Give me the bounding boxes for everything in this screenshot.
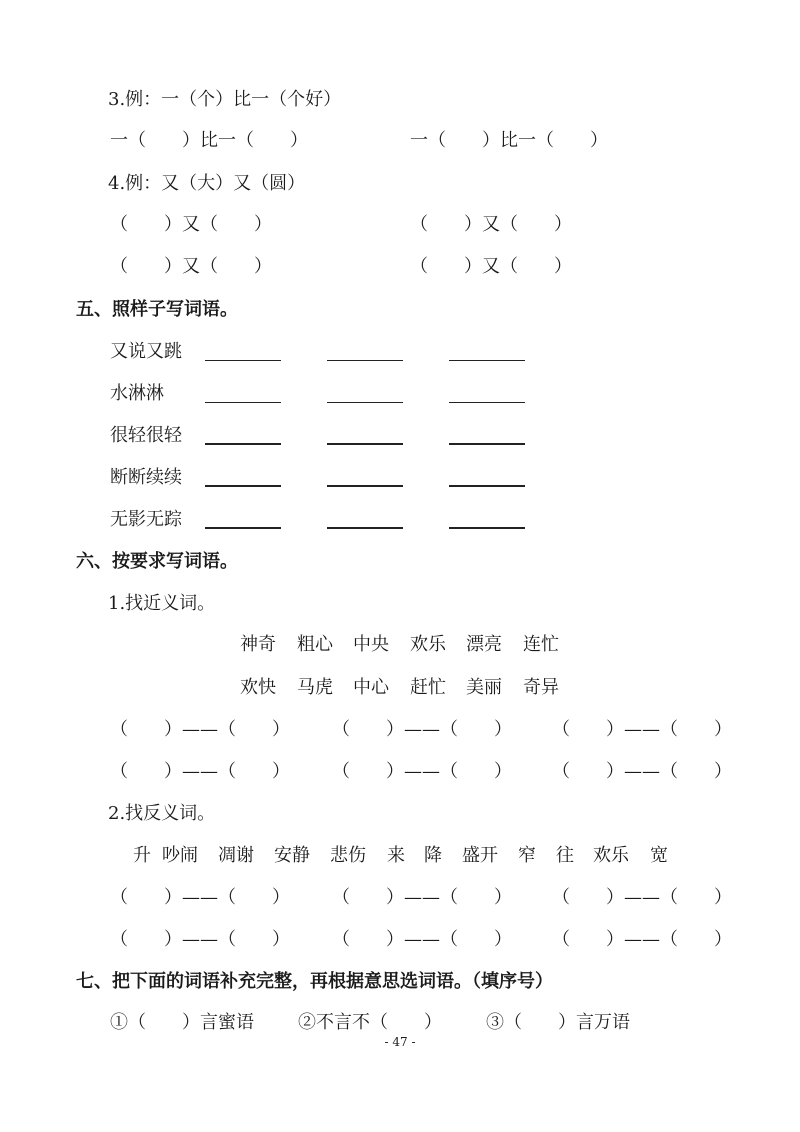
synonym-word: 连忙 (523, 634, 559, 655)
ex4-blank-1-1[interactable]: （ ）又（ ） (110, 214, 272, 235)
ex3-label: 3.例：一（个）比一（个好） (108, 89, 342, 110)
synonym-pair[interactable]: （ ）——（ ） (332, 719, 512, 740)
page-number: - 47 - (384, 1035, 416, 1049)
synonym-label: 1.找近义词。 (108, 593, 216, 614)
antonym-word: 降 (424, 845, 442, 866)
section5-title: 五、照样子写词语。 (76, 299, 238, 320)
synonym-word: 欢乐 (410, 634, 446, 655)
ex4-label: 4.例：又（大）又（圆） (108, 173, 306, 194)
answer-line[interactable] (327, 402, 403, 403)
antonym-label: 2.找反义词。 (108, 803, 216, 824)
ex4-blank-2-1[interactable]: （ ）又（ ） (110, 256, 272, 277)
antonym-word: 悲伤 (330, 845, 366, 866)
section5-word-2: 水淋淋 (110, 383, 164, 404)
section5-word-4: 断断续续 (110, 467, 182, 488)
section7-title: 七、把下面的词语补充完整，再根据意思选词语。（填序号） (76, 971, 553, 992)
synonym-word: 美丽 (466, 677, 502, 698)
synonym-word: 欢快 (240, 677, 276, 698)
synonym-word: 神奇 (240, 634, 276, 655)
antonym-pair[interactable]: （ ）——（ ） (332, 887, 512, 908)
antonym-pair[interactable]: （ ）——（ ） (110, 887, 290, 908)
antonym-word: 窄 (518, 845, 536, 866)
idiom-item-2[interactable]: ②不言不（ ） (298, 1012, 442, 1033)
synonym-pair[interactable]: （ ）——（ ） (552, 719, 732, 740)
synonym-pair[interactable]: （ ）——（ ） (110, 761, 290, 782)
synonym-word: 赶忙 (410, 677, 446, 698)
synonym-word: 漂亮 (466, 634, 502, 655)
idiom-item-1[interactable]: ①（ ）言蜜语 (110, 1012, 254, 1033)
ex4-blank-1-2[interactable]: （ ）又（ ） (410, 214, 572, 235)
section5-word-1: 又说又跳 (110, 341, 182, 362)
answer-line[interactable] (327, 527, 403, 529)
antonym-pair[interactable]: （ ）——（ ） (110, 929, 290, 950)
synonym-pair[interactable]: （ ）——（ ） (332, 761, 512, 782)
answer-line[interactable] (449, 443, 525, 445)
antonym-word: 安静 (274, 845, 310, 866)
answer-line[interactable] (205, 360, 281, 361)
answer-line[interactable] (327, 443, 403, 445)
antonym-word: 凋谢 (218, 845, 254, 866)
answer-line[interactable] (449, 485, 525, 487)
antonym-word: 往 (556, 845, 574, 866)
synonym-pair[interactable]: （ ）——（ ） (110, 719, 290, 740)
section6-title: 六、按要求写词语。 (76, 551, 238, 572)
antonym-pair[interactable]: （ ）——（ ） (552, 887, 732, 908)
ex3-blank-2[interactable]: 一（ ）比一（ ） (410, 130, 608, 151)
synonym-word: 马虎 (297, 677, 333, 698)
section5-word-3: 很轻很轻 (110, 425, 182, 446)
answer-line[interactable] (449, 360, 525, 361)
synonym-pair[interactable]: （ ）——（ ） (552, 761, 732, 782)
synonym-word: 奇异 (523, 677, 559, 698)
antonym-word: 宽 (650, 845, 668, 866)
answer-line[interactable] (205, 402, 281, 403)
antonym-pair[interactable]: （ ）——（ ） (552, 929, 732, 950)
antonym-word: 盛开 (462, 845, 498, 866)
answer-line[interactable] (449, 402, 525, 403)
answer-line[interactable] (327, 360, 403, 361)
synonym-word: 中心 (353, 677, 389, 698)
antonym-word: 吵闹 (162, 845, 198, 866)
antonym-word: 欢乐 (593, 845, 629, 866)
antonym-pair[interactable]: （ ）——（ ） (332, 929, 512, 950)
antonym-word: 升 (133, 845, 151, 866)
antonym-word: 来 (387, 845, 405, 866)
ex4-blank-2-2[interactable]: （ ）又（ ） (410, 256, 572, 277)
answer-line[interactable] (205, 527, 281, 529)
answer-line[interactable] (205, 443, 281, 445)
synonym-word: 粗心 (297, 634, 333, 655)
synonym-word: 中央 (353, 634, 389, 655)
ex3-blank-1[interactable]: 一（ ）比一（ ） (110, 130, 308, 151)
answer-line[interactable] (205, 485, 281, 487)
answer-line[interactable] (327, 485, 403, 487)
answer-line[interactable] (449, 527, 525, 529)
idiom-item-3[interactable]: ③（ ）言万语 (486, 1012, 630, 1033)
section5-word-5: 无影无踪 (110, 509, 182, 530)
